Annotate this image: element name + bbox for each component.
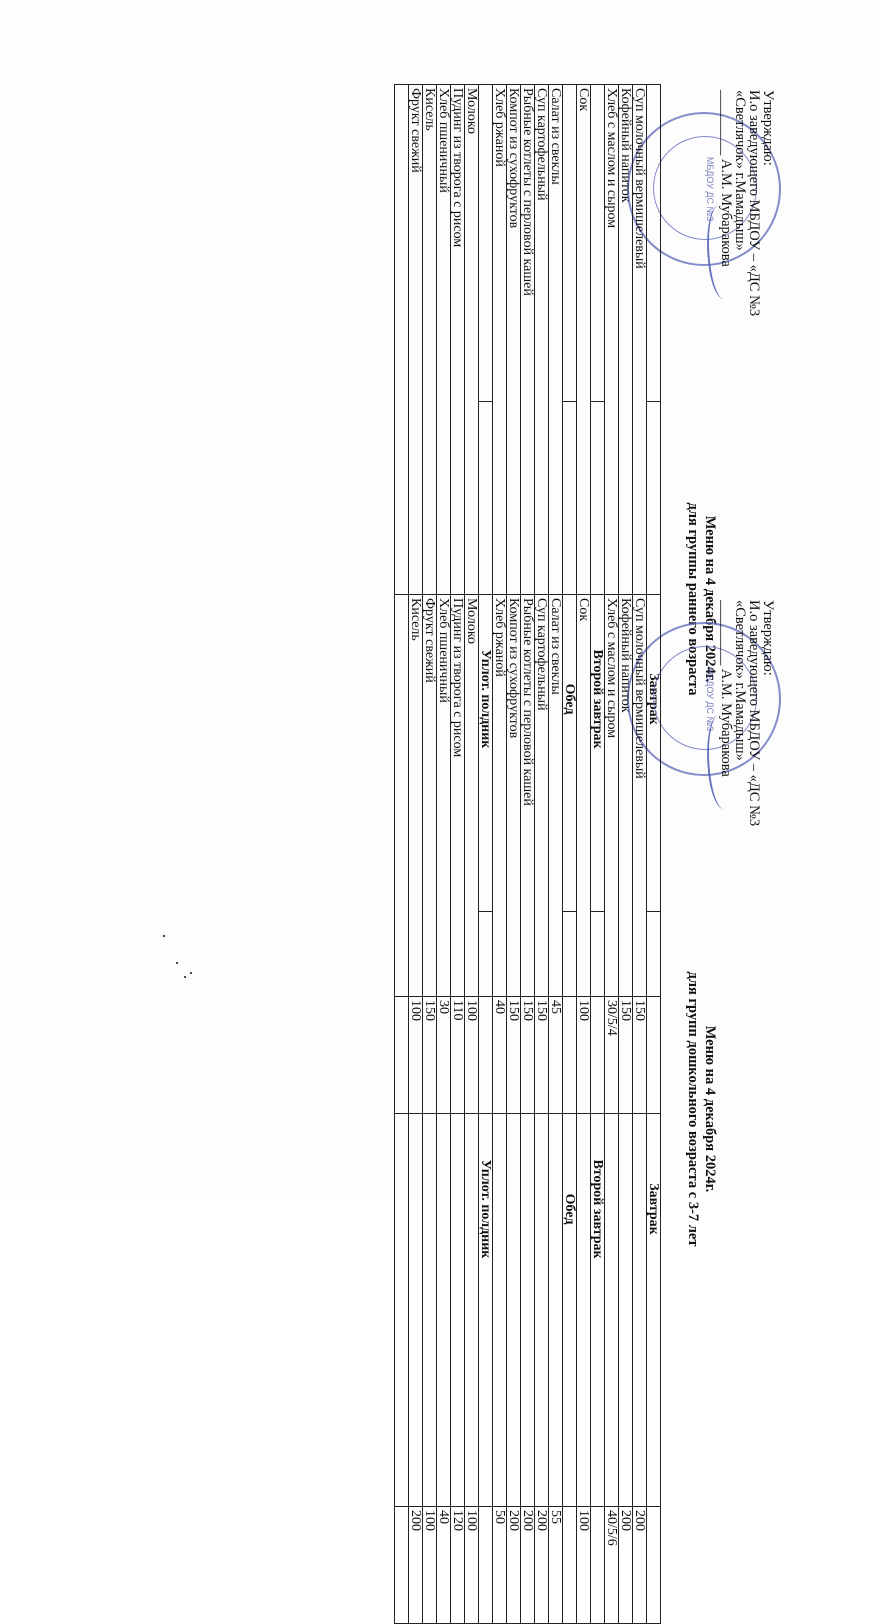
approval-line: «Светлячок» г.Мамадыш» [732, 600, 748, 761]
dish-qty: 45 [549, 997, 563, 1114]
table-row [409, 595, 423, 1624]
dish-name: Хлеб пшеничный [437, 85, 451, 997]
approval-line: И.о заведующего МБДОУ – «ДС №3 [746, 90, 762, 317]
section-row [563, 595, 577, 1624]
table-row [535, 595, 549, 1624]
dish-qty: 100 [465, 1507, 479, 1624]
section-title: Обед [563, 912, 577, 1507]
approval-line: _________ А.М. Мубаракова [718, 600, 734, 777]
dish-qty: 150 [619, 997, 633, 1114]
dish-qty: 40 [437, 1507, 451, 1624]
table-row [605, 595, 619, 1624]
scan-speck [176, 962, 178, 964]
dish-name [395, 595, 409, 1507]
table-row [619, 595, 633, 1624]
section-row [591, 595, 605, 1624]
dish-name: Хлеб с маслом и сыром [605, 85, 619, 997]
dish-name: Компот из сухофруктов [507, 595, 521, 1507]
table-row [633, 595, 647, 1624]
dish-qty: 200 [507, 1507, 521, 1624]
approval-line: Утверждаю: [760, 600, 776, 676]
table-row [395, 595, 409, 1624]
dish-qty: 200 [409, 1507, 423, 1624]
menu-title-date: Меню на 4 декабря 2024г. [702, 515, 718, 683]
dish-name: Рыбные котлеты с перловой кашей [521, 85, 535, 997]
dish-name: Хлеб ржаной [493, 85, 507, 997]
section-title: Обед [563, 402, 577, 997]
section-title: Второй завтрак [591, 402, 605, 997]
dish-name: Фрукт свежий [423, 595, 437, 1507]
dish-qty: 120 [451, 1507, 465, 1624]
dish-name: Суп молочный вермишелевый [633, 85, 647, 997]
dish-qty: 30 [437, 997, 451, 1114]
dish-qty: 200 [535, 1507, 549, 1624]
table-row [507, 595, 521, 1624]
menu-title [684, 594, 718, 1624]
dish-name: Молоко [465, 595, 479, 1507]
dish-qty: 200 [619, 1507, 633, 1624]
dish-name: Хлеб пшеничный [437, 595, 451, 1507]
table-row [451, 595, 465, 1624]
scan-speck [184, 976, 186, 978]
approval-line: И.о заведующего МБДОУ – «ДС №3 [746, 600, 762, 827]
official-stamp: МБДОУ ДС №3 [627, 622, 781, 776]
dish-name: Хлеб ржаной [493, 595, 507, 1507]
approval-block [719, 600, 775, 930]
section-row [647, 595, 661, 1624]
dish-qty: 150 [535, 997, 549, 1114]
dish-name: Суп картофельный [535, 595, 549, 1507]
approval-line: _________ А.М. Мубаракова [718, 90, 734, 267]
dish-name: Салат из свеклы [549, 595, 563, 1507]
dish-qty: 200 [521, 1507, 535, 1624]
scan-speck [163, 935, 165, 937]
dish-name: Суп картофельный [535, 85, 549, 997]
section-row [479, 595, 493, 1624]
approval-block [719, 90, 775, 420]
dish-name: Фрукт свежий [409, 85, 423, 997]
section-title: Завтрак [647, 402, 661, 997]
menu-title-date: Меню на 4 декабря 2024г. [702, 1025, 718, 1193]
dish-qty: 150 [521, 997, 535, 1114]
table-row [493, 595, 507, 1624]
table-row [437, 595, 451, 1624]
section-title: Уплот. полдник [479, 912, 493, 1507]
dish-qty: 150 [507, 997, 521, 1114]
dish-qty: 100 [577, 997, 591, 1114]
table-row [465, 595, 479, 1624]
dish-name: Хлеб с маслом и сыром [605, 595, 619, 1507]
dish-name: Сок [577, 595, 591, 1507]
dish-qty: 100 [409, 997, 423, 1114]
dish-qty: 200 [633, 1507, 647, 1624]
approval-line: «Светлячок» г.Мамадыш» [732, 90, 748, 251]
menu-title-group: для группы раннего возраста [685, 502, 701, 696]
dish-qty: 100 [423, 1507, 437, 1624]
dish-qty: 150 [423, 997, 437, 1114]
dish-qty: 55 [549, 1507, 563, 1624]
dish-qty: 110 [451, 997, 465, 1114]
table-row [577, 595, 591, 1624]
dish-name: Рыбные котлеты с перловой кашей [521, 595, 535, 1507]
table-row [549, 595, 563, 1624]
dish-name: Суп молочный вермишелевый [633, 595, 647, 1507]
dish-qty: 30/5/4 [605, 997, 619, 1114]
dish-name: Пудинг из творога с рисом [451, 595, 465, 1507]
dish-name: Сок [577, 85, 591, 997]
table-row [521, 595, 535, 1624]
menu-table [394, 594, 661, 1624]
table-row [423, 595, 437, 1624]
dish-qty [395, 1507, 409, 1624]
section-title: Завтрак [647, 912, 661, 1507]
dish-name: Компот из сухофруктов [507, 85, 521, 997]
dish-name: Кофейный напиток [619, 85, 633, 997]
dish-name: Кисель [423, 85, 437, 997]
dish-name: Пудинг из творога с рисом [451, 85, 465, 997]
dish-qty: 150 [633, 997, 647, 1114]
dish-name: Салат из свеклы [549, 85, 563, 997]
dish-qty: 40 [493, 997, 507, 1114]
dish-name: Кофейный напиток [619, 595, 633, 1507]
dish-name: Молоко [465, 85, 479, 997]
section-title: Уплот. полдник [479, 402, 493, 997]
official-stamp: МБДОУ ДС №3 [627, 112, 781, 266]
scan-speck [190, 972, 192, 974]
dish-name: Кисель [409, 595, 423, 1507]
approval-line: Утверждаю: [760, 90, 776, 166]
section-title: Второй завтрак [591, 912, 605, 1507]
menu-header [665, 594, 775, 1624]
dish-qty: 100 [465, 997, 479, 1114]
dish-qty: 50 [493, 1507, 507, 1624]
dish-qty: 40/5/6 [605, 1507, 619, 1624]
dish-qty: 100 [577, 1507, 591, 1624]
menu-title-group: для групп дошкольного возраста с 3-7 лет [685, 971, 701, 1247]
